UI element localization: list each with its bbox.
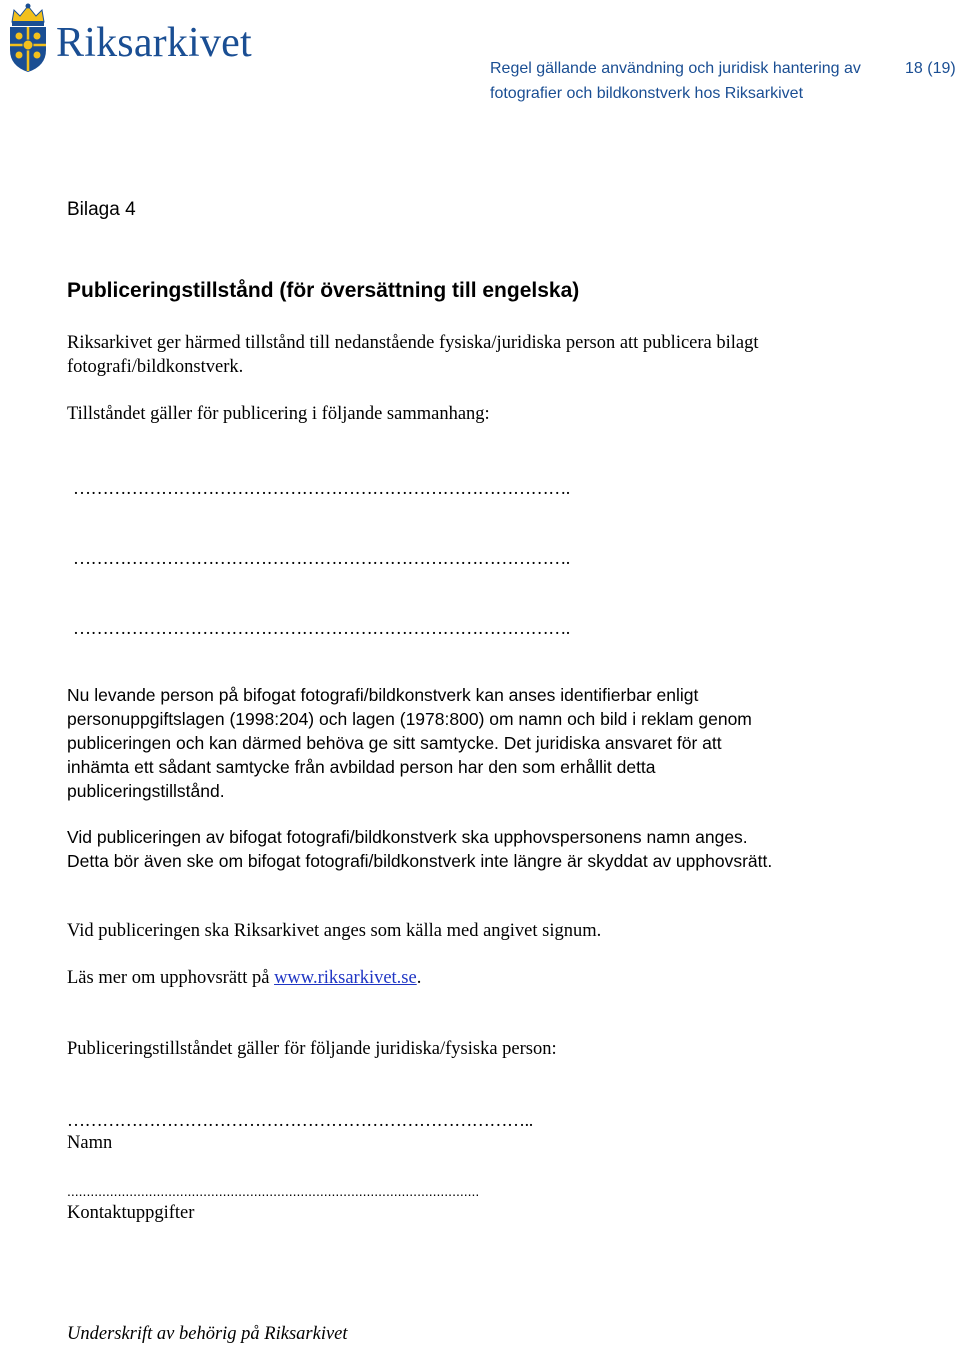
attribution-paragraph: Vid publiceringen av bifogat fotografi/bildkonstverk ska upphovspersonens namn anges. Detta bör även ske om bifogat fotografi/bildkonstverk inte längre är skyddat av upphovsrätt. (67, 827, 773, 871)
fill-in-line: …………………………………………………………………………. (73, 478, 570, 498)
read-more-suffix: . (416, 968, 422, 988)
name-fill-in-line: …………………………………………………………………….. (67, 1110, 533, 1130)
riksarkivet-link[interactable]: www.riksarkivet.se (274, 968, 417, 988)
intro-paragraph: Riksarkivet ger härmed tillstånd till nedanstående fysiska/juridiska person att publicera bilagt fotografi/bildkonstverk. (67, 333, 759, 377)
coat-of-arms-icon (6, 2, 50, 74)
contact-fill-in-line: .......................................................................................................... (67, 1183, 480, 1199)
fill-in-line: …………………………………………………………………………. (73, 618, 570, 638)
document-title: Publiceringstillstånd (för översättning till engelska) (67, 279, 580, 302)
fill-in-line: …………………………………………………………………………. (73, 548, 570, 568)
name-label: Namn (67, 1133, 113, 1153)
read-more-prefix: Läs mer om upphovsrätt på (67, 968, 275, 988)
appendix-label: Bilaga 4 (67, 199, 136, 220)
consent-paragraph: Nu levande person på bifogat fotografi/bildkonstverk kan anses identifierbar enligt personuppgiftslagen (1998:204) och lagen (1978:800) om namn och bild i reklam genom publiceringen och kan därmed behöva ge sitt samtycke. Det juridiska ansvaret för att inhämta ett sådant samtycke från avbildad person har den som erhållit detta publiceringstillstånd. (67, 685, 752, 801)
signature-label: Underskrift av behörig på Riksarkivet (67, 1324, 348, 1344)
source-paragraph: Vid publiceringen ska Riksarkivet anges som källa med angivet signum. (67, 921, 602, 941)
read-more-paragraph (67, 966, 777, 990)
valid-for-paragraph: Publiceringstillståndet gäller för följande juridiska/fysiska person: (67, 1039, 557, 1059)
contact-label: Kontaktuppgifter (67, 1203, 195, 1223)
logo-wordmark: Riksarkivet (56, 20, 252, 66)
scope-paragraph: Tillståndet gäller för publicering i följande sammanhang: (67, 404, 490, 424)
document-header-title: Regel gällande användning och juridisk hantering av fotografier och bildkonstverk hos Riksarkivet (490, 60, 861, 102)
riksarkivet-logo (6, 2, 256, 74)
page-number: 18 (19) (905, 60, 956, 77)
